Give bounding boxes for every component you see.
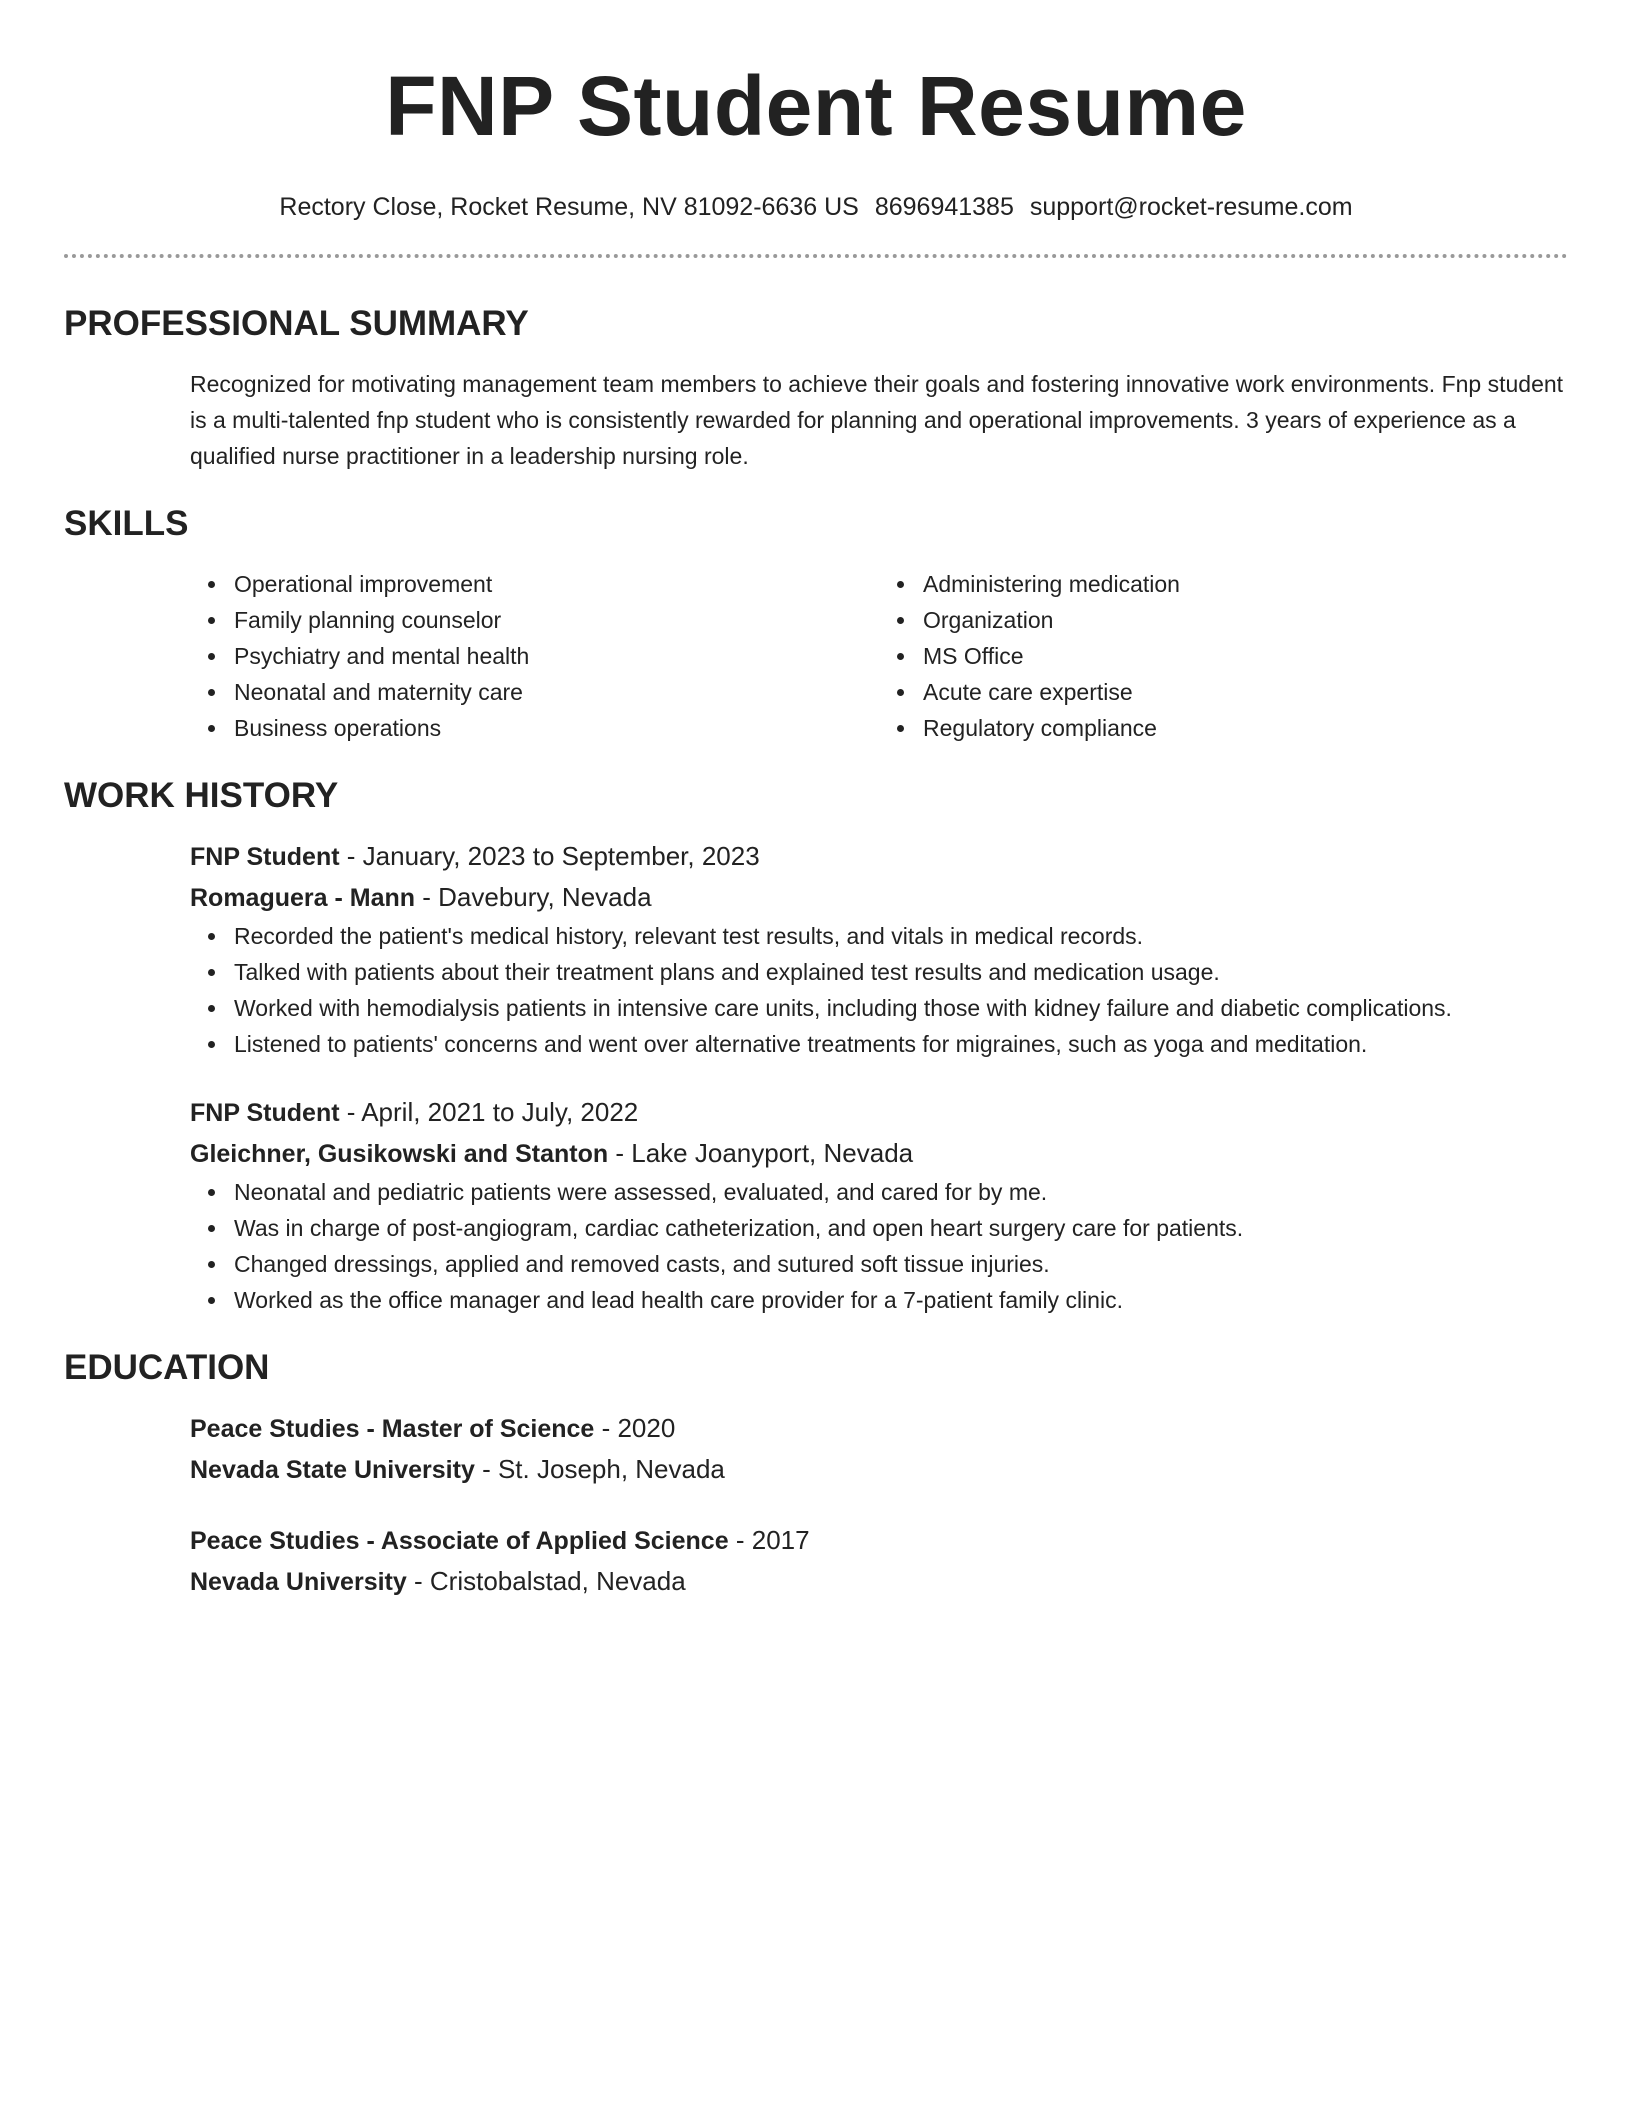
job-location: - Davebury, Nevada — [415, 882, 652, 912]
skill-item: Business operations — [234, 710, 879, 746]
skills-grid — [190, 566, 1568, 746]
job-role: FNP Student — [190, 843, 340, 871]
education-school: Nevada University — [190, 1568, 407, 1596]
job-entry — [190, 836, 1568, 1062]
skill-item: Family planning counselor — [234, 602, 879, 638]
job-bullet: Worked with hemodialysis patients in intensive care units, including those with kidney failure and diabetic complications. — [234, 990, 1568, 1026]
education-school-line — [190, 1449, 1568, 1490]
contact-phone: 8696941385 — [874, 193, 1014, 221]
job-location: - Lake Joanyport, Nevada — [608, 1138, 914, 1168]
job-bullets — [190, 1174, 1568, 1318]
job-dates: - January, 2023 to September, 2023 — [339, 841, 760, 871]
summary-heading: PROFESSIONAL SUMMARY — [64, 304, 529, 343]
education-location: - Cristobalstad, Nevada — [406, 1566, 686, 1596]
education-degree: Peace Studies - Master of Science — [190, 1415, 595, 1443]
education-degree-line — [190, 1408, 1568, 1449]
education-location: - St. Joseph, Nevada — [474, 1454, 725, 1484]
work-history-heading: WORK HISTORY — [64, 776, 339, 815]
job-bullets — [190, 918, 1568, 1062]
skill-item: Psychiatry and mental health — [234, 638, 879, 674]
skills-column-right — [879, 566, 1568, 746]
job-bullet: Talked with patients about their treatment plans and explained test results and medication usage. — [234, 954, 1568, 990]
job-title-line — [190, 1092, 1568, 1133]
education-year: - 2020 — [594, 1413, 676, 1443]
job-bullet: Neonatal and pediatric patients were assessed, evaluated, and cared for by me. — [234, 1174, 1568, 1210]
skill-item: Regulatory compliance — [923, 710, 1568, 746]
contact-email[interactable]: support@rocket-resume.com — [1029, 193, 1353, 221]
job-dates: - April, 2021 to July, 2022 — [339, 1097, 639, 1127]
skill-item: Operational improvement — [234, 566, 879, 602]
contact-address: Rectory Close, Rocket Resume, NV 81092-6636 US — [279, 193, 859, 221]
education-entry — [190, 1408, 1568, 1490]
job-bullet: Listened to patients' concerns and went over alternative treatments for migraines, such as yoga and meditation. — [234, 1026, 1568, 1062]
education-entry — [190, 1520, 1568, 1602]
resume-title: FNP Student Resume — [385, 59, 1247, 153]
skill-item: MS Office — [923, 638, 1568, 674]
job-bullet: Was in charge of post-angiogram, cardiac catheterization, and open heart surgery care for patients. — [234, 1210, 1568, 1246]
job-company: Romaguera - Mann — [190, 884, 416, 912]
skill-item: Administering medication — [923, 566, 1568, 602]
job-entry — [190, 1092, 1568, 1318]
job-company-line — [190, 877, 1568, 918]
skill-item: Acute care expertise — [923, 674, 1568, 710]
education-school: Nevada State University — [190, 1456, 475, 1484]
job-company-line — [190, 1133, 1568, 1174]
job-bullet: Worked as the office manager and lead health care provider for a 7-patient family clinic. — [234, 1282, 1568, 1318]
job-bullet: Recorded the patient's medical history, relevant test results, and vitals in medical records. — [234, 918, 1568, 954]
education-heading: EDUCATION — [64, 1348, 270, 1387]
resume-page — [64, 0, 1568, 1602]
education-year: - 2017 — [728, 1525, 810, 1555]
education-school-line — [190, 1561, 1568, 1602]
job-bullet: Changed dressings, applied and removed casts, and sutured soft tissue injuries. — [234, 1246, 1568, 1282]
skill-item: Organization — [923, 602, 1568, 638]
skills-heading: SKILLS — [64, 504, 189, 543]
education-degree: Peace Studies - Associate of Applied Science — [190, 1527, 729, 1555]
job-role: FNP Student — [190, 1099, 340, 1127]
contact-line — [64, 192, 1568, 222]
summary-text: Recognized for motivating management team members to achieve their goals and fostering innovative work environments. Fnp student is a multi-talented fnp student who is consistently rewarded for planning and operational improvements. 3 years of experience as a qualified nurse practitioner in a leadership nursing role. — [190, 371, 1564, 469]
header-divider — [64, 254, 1568, 258]
skill-item: Neonatal and maternity care — [234, 674, 879, 710]
job-title-line — [190, 836, 1568, 877]
skills-column-left — [190, 566, 879, 746]
job-company: Gleichner, Gusikowski and Stanton — [190, 1140, 609, 1168]
education-degree-line — [190, 1520, 1568, 1561]
